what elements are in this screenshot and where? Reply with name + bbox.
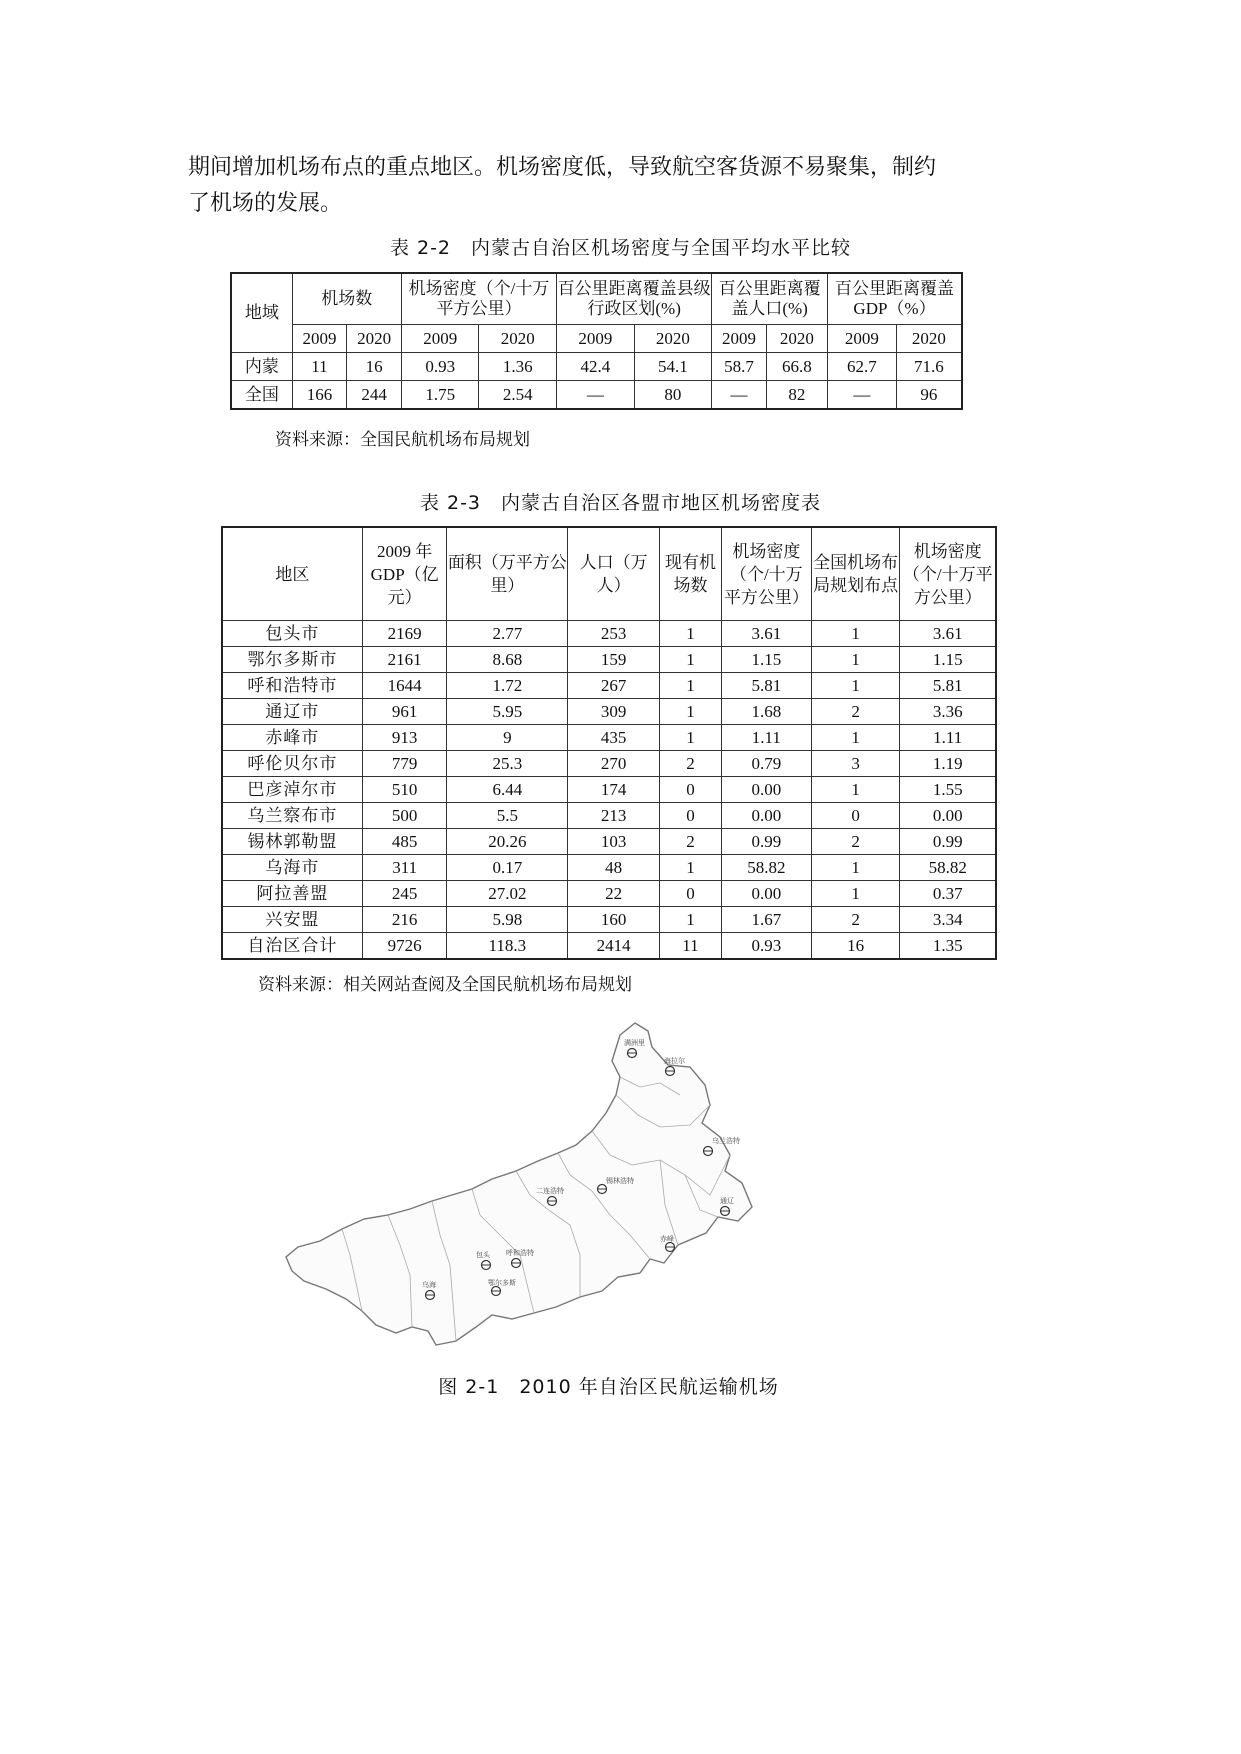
- cell: 103: [568, 829, 660, 855]
- table-row: [222, 907, 996, 933]
- cell: 5.95: [447, 699, 568, 725]
- table-2-3-source: 资料来源：相关网站查阅及全国民航机场布局规划: [258, 975, 632, 995]
- table-row: [222, 725, 996, 751]
- cell: 96: [896, 381, 962, 410]
- cell: 0.99: [721, 829, 811, 855]
- cell: 58.82: [900, 855, 996, 881]
- cell: 1.75: [401, 381, 479, 410]
- header-cell: 地区: [222, 527, 362, 621]
- header-year: 2009: [401, 325, 479, 353]
- region-name-cell: 巴彦淖尔市: [222, 777, 362, 803]
- cell: 174: [568, 777, 660, 803]
- cell: 0: [660, 803, 722, 829]
- cell: 9: [447, 725, 568, 751]
- cell: 58.82: [721, 855, 811, 881]
- region-name-cell: 呼和浩特市: [222, 673, 362, 699]
- cell: 500: [362, 803, 447, 829]
- region-name-cell: 赤峰市: [222, 725, 362, 751]
- cell: 71.6: [896, 353, 962, 381]
- airport-label: 呼和浩特: [506, 1249, 534, 1257]
- cell: 6.44: [447, 777, 568, 803]
- cell: 0.37: [900, 881, 996, 907]
- cell: 1: [660, 621, 722, 647]
- cell: 267: [568, 673, 660, 699]
- cell: 2.77: [447, 621, 568, 647]
- cell: 0.99: [900, 829, 996, 855]
- cell: 1: [811, 881, 900, 907]
- cell: 2: [660, 751, 722, 777]
- table-row: [222, 855, 996, 881]
- inner-mongolia-airport-map: [280, 995, 860, 1370]
- table-row: [222, 881, 996, 907]
- cell: 1.67: [721, 907, 811, 933]
- region-name-cell: 锡林郭勒盟: [222, 829, 362, 855]
- airport-label: 鄂尔多斯: [488, 1279, 516, 1287]
- cell: 1: [811, 855, 900, 881]
- cell: —: [712, 381, 767, 410]
- cell: 3: [811, 751, 900, 777]
- airport-density-comparison-table: [230, 272, 963, 410]
- cell: 0.00: [721, 881, 811, 907]
- table-row: [222, 803, 996, 829]
- cell: 2: [811, 699, 900, 725]
- table-row: [222, 621, 996, 647]
- cell: 5.98: [447, 907, 568, 933]
- cell: 0.00: [721, 777, 811, 803]
- airport-label: 满洲里: [624, 1039, 645, 1047]
- paragraph-line-1: 期间增加机场布点的重点地区。机场密度低，导致航空客货源不易聚集，制约: [188, 155, 937, 180]
- airport-label: 包头: [476, 1251, 490, 1259]
- airport-label: 乌海: [422, 1281, 436, 1289]
- header-year: 2009: [828, 325, 897, 353]
- cell: 1.72: [447, 673, 568, 699]
- airport-label: 二连浩特: [536, 1187, 564, 1195]
- header-year: 2020: [634, 325, 712, 353]
- header-year: 2009: [292, 325, 347, 353]
- header-year: 2009: [557, 325, 635, 353]
- cell: 0.93: [721, 933, 811, 960]
- table-2-2-source: 资料来源：全国民航机场布局规划: [275, 430, 530, 450]
- cell: 485: [362, 829, 447, 855]
- region-name-cell: 包头市: [222, 621, 362, 647]
- cell: 0: [660, 777, 722, 803]
- cell: 1: [811, 673, 900, 699]
- region-name-cell: 乌兰察布市: [222, 803, 362, 829]
- cell: 5.81: [721, 673, 811, 699]
- cell: 16: [811, 933, 900, 960]
- cell: 0.79: [721, 751, 811, 777]
- header-population-coverage: 百公里距离覆盖人口(%): [712, 273, 828, 325]
- table-row: [222, 699, 996, 725]
- cell: 1: [660, 855, 722, 881]
- cell: 27.02: [447, 881, 568, 907]
- cell: 779: [362, 751, 447, 777]
- cell: 160: [568, 907, 660, 933]
- cell: 2161: [362, 647, 447, 673]
- header-year: 2020: [766, 325, 827, 353]
- cell: 22: [568, 881, 660, 907]
- cell: 48: [568, 855, 660, 881]
- table-row: [222, 777, 996, 803]
- cell: 58.7: [712, 353, 767, 381]
- cell: 1: [660, 647, 722, 673]
- cell: 913: [362, 725, 447, 751]
- header-region: 地域: [231, 273, 292, 353]
- region-name-cell: 呼伦贝尔市: [222, 751, 362, 777]
- header-gdp-coverage: 百公里距离覆盖 GDP（%）: [828, 273, 962, 325]
- cell: 1.11: [900, 725, 996, 751]
- cell: 3.34: [900, 907, 996, 933]
- cell: 1.11: [721, 725, 811, 751]
- cell: 1.19: [900, 751, 996, 777]
- cell: 2: [660, 829, 722, 855]
- cell: —: [557, 381, 635, 410]
- header-airports: 机场数: [292, 273, 401, 325]
- cell: 166: [292, 381, 347, 410]
- cell: 0: [811, 803, 900, 829]
- header-cell: 机场密度（个/十万平方公里）: [900, 527, 996, 621]
- region-name-cell: 兴安盟: [222, 907, 362, 933]
- map-svg: [280, 995, 860, 1370]
- cell: 1.35: [900, 933, 996, 960]
- airport-label: 赤峰: [660, 1235, 674, 1243]
- cell: 9726: [362, 933, 447, 960]
- header-year: 2020: [347, 325, 402, 353]
- cell: 内蒙: [231, 353, 292, 381]
- table-row: [222, 673, 996, 699]
- cell: 82: [766, 381, 827, 410]
- cell: 1: [811, 647, 900, 673]
- cell: 2: [811, 829, 900, 855]
- header-year: 2020: [896, 325, 962, 353]
- paragraph-line-2: 了机场的发展。: [188, 191, 343, 216]
- header-cell: 人口（万人）: [568, 527, 660, 621]
- header-county-coverage: 百公里距离覆盖县级行政区划(%): [557, 273, 712, 325]
- cell: 510: [362, 777, 447, 803]
- cell: 16: [347, 353, 402, 381]
- cell: 2169: [362, 621, 447, 647]
- cell: 213: [568, 803, 660, 829]
- cell: 3.61: [721, 621, 811, 647]
- header-year: 2009: [712, 325, 767, 353]
- cell: 245: [362, 881, 447, 907]
- regional-airport-density-table: [221, 526, 997, 960]
- figure-2-1-caption: 图 2-1 2010 年自治区民航运输机场: [438, 1376, 779, 1398]
- cell: 全国: [231, 381, 292, 410]
- cell: 0.00: [900, 803, 996, 829]
- header-cell: 2009 年 GDP（亿元）: [362, 527, 447, 621]
- cell: 0.00: [721, 803, 811, 829]
- table-row: [222, 647, 996, 673]
- cell: 159: [568, 647, 660, 673]
- cell: 244: [347, 381, 402, 410]
- cell: 3.36: [900, 699, 996, 725]
- header-cell: 面积（万平方公里）: [447, 527, 568, 621]
- table-2-3-caption: 表 2-3 内蒙古自治区各盟市地区机场密度表: [419, 492, 822, 514]
- table-row: [222, 751, 996, 777]
- header-cell: 全国机场布局规划布点: [811, 527, 900, 621]
- cell: 2.54: [479, 381, 557, 410]
- cell: 311: [362, 855, 447, 881]
- cell: 1.36: [479, 353, 557, 381]
- cell: 1: [811, 777, 900, 803]
- table-row: [231, 353, 962, 381]
- cell: 66.8: [766, 353, 827, 381]
- cell: 0.17: [447, 855, 568, 881]
- cell: 118.3: [447, 933, 568, 960]
- table-row: [222, 933, 996, 960]
- cell: 11: [660, 933, 722, 960]
- cell: 0: [660, 881, 722, 907]
- airport-label: 乌兰浩特: [712, 1137, 740, 1145]
- cell: 80: [634, 381, 712, 410]
- cell: 1: [660, 673, 722, 699]
- header-year: 2020: [479, 325, 557, 353]
- cell: 8.68: [447, 647, 568, 673]
- cell: 1: [660, 725, 722, 751]
- cell: —: [828, 381, 897, 410]
- cell: 1.15: [900, 647, 996, 673]
- airport-label: 海拉尔: [664, 1057, 685, 1065]
- cell: 42.4: [557, 353, 635, 381]
- cell: 216: [362, 907, 447, 933]
- cell: 3.61: [900, 621, 996, 647]
- cell: 253: [568, 621, 660, 647]
- cell: 961: [362, 699, 447, 725]
- cell: 25.3: [447, 751, 568, 777]
- cell: 1.15: [721, 647, 811, 673]
- cell: 1.68: [721, 699, 811, 725]
- header-cell: 机场密度（个/十万平方公里）: [721, 527, 811, 621]
- cell: 1.55: [900, 777, 996, 803]
- region-name-cell: 乌海市: [222, 855, 362, 881]
- cell: 1: [811, 621, 900, 647]
- region-name-cell: 鄂尔多斯市: [222, 647, 362, 673]
- table-row: [222, 829, 996, 855]
- table-2-2-caption: 表 2-2 内蒙古自治区机场密度与全国平均水平比较: [389, 237, 852, 259]
- cell: 270: [568, 751, 660, 777]
- cell: 62.7: [828, 353, 897, 381]
- cell: 1: [660, 699, 722, 725]
- cell: 0.93: [401, 353, 479, 381]
- airport-label: 通辽: [720, 1197, 734, 1205]
- airport-label: 锡林浩特: [606, 1177, 634, 1185]
- cell: 54.1: [634, 353, 712, 381]
- cell: 2: [811, 907, 900, 933]
- region-name-cell: 通辽市: [222, 699, 362, 725]
- cell: 1: [660, 907, 722, 933]
- region-outline: [286, 1023, 752, 1345]
- region-name-cell: 阿拉善盟: [222, 881, 362, 907]
- cell: 5.81: [900, 673, 996, 699]
- cell: 11: [292, 353, 347, 381]
- body-paragraph: [188, 150, 968, 222]
- cell: 5.5: [447, 803, 568, 829]
- cell: 435: [568, 725, 660, 751]
- table-row: [231, 381, 962, 410]
- cell: 1644: [362, 673, 447, 699]
- region-name-cell: 自治区合计: [222, 933, 362, 960]
- cell: 309: [568, 699, 660, 725]
- header-cell: 现有机场数: [660, 527, 722, 621]
- header-density: 机场密度（个/十万平方公里）: [401, 273, 556, 325]
- cell: 20.26: [447, 829, 568, 855]
- cell: 2414: [568, 933, 660, 960]
- cell: 1: [811, 725, 900, 751]
